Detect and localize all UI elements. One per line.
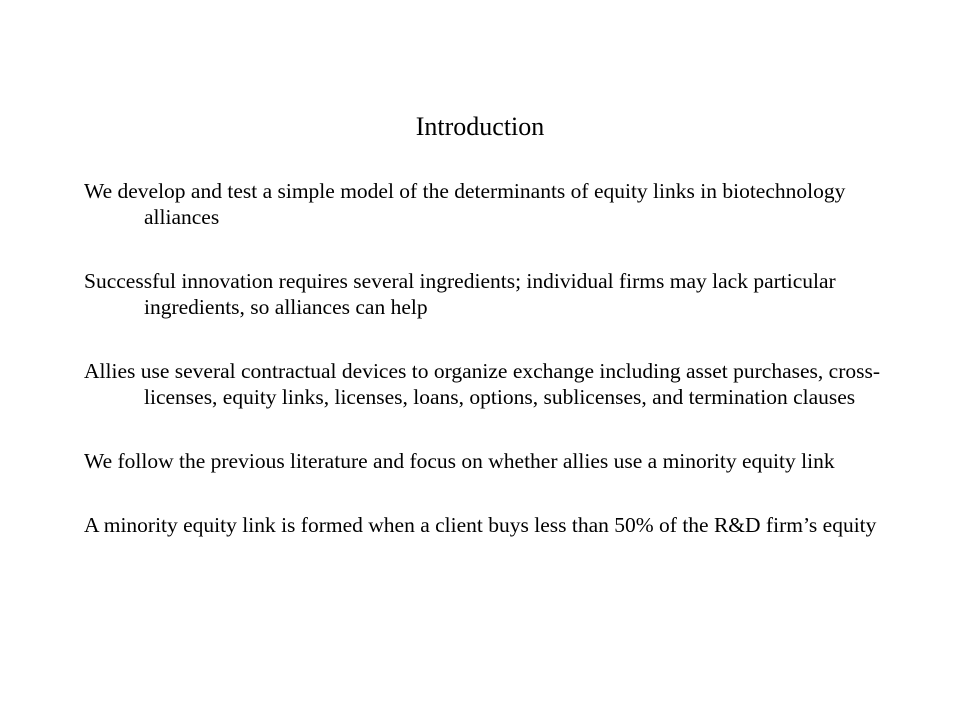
bullet-item: Successful innovation requires several ingredients; individual firms may lack particular ingredients, so alliances can help bbox=[84, 269, 836, 319]
bullet-item: Allies use several contractual devices to organize exchange including asset purchases, cross-licenses, equity links, licenses, loans, options, sublicenses, and termination clauses bbox=[84, 359, 881, 409]
bullet-item: A minority equity link is formed when a client buys less than 50% of the R&D firm’s equity bbox=[84, 513, 877, 537]
bullet-item: We develop and test a simple model of the determinants of equity links in biotechnology alliances bbox=[84, 179, 846, 229]
bullet-list bbox=[84, 178, 884, 538]
slide-title: Introduction bbox=[415, 112, 545, 141]
bullet-item: We follow the previous literature and focus on whether allies use a minority equity link bbox=[84, 449, 835, 473]
